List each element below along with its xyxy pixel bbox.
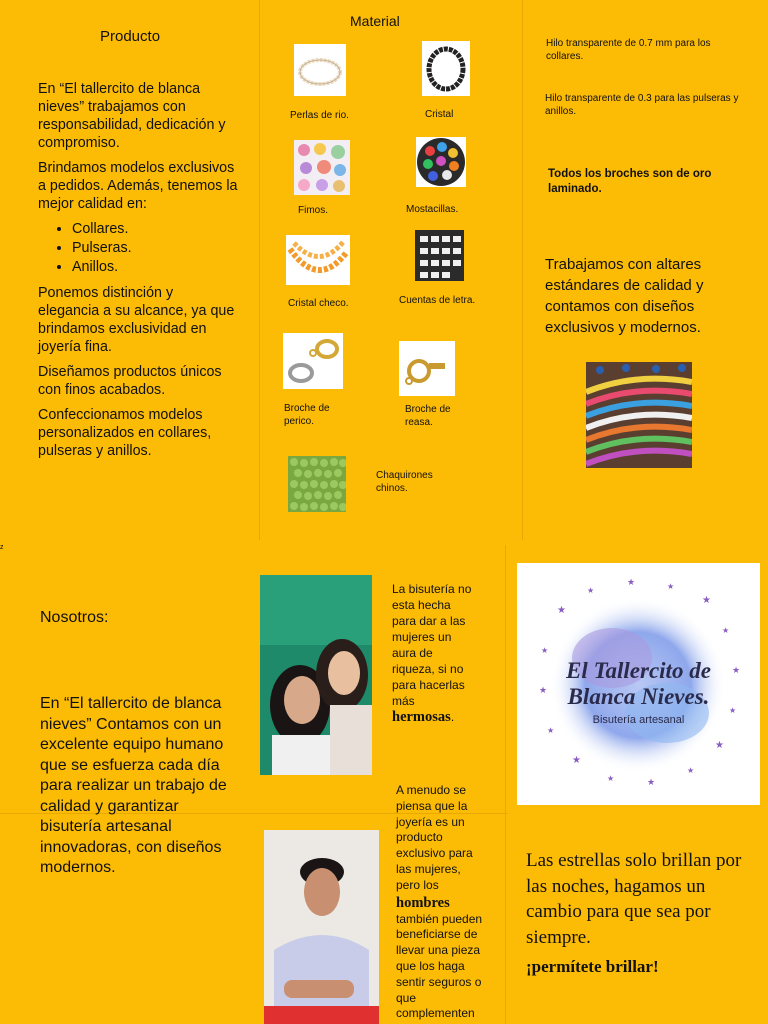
- green-beads-image: [288, 456, 346, 512]
- svg-text:★: ★: [627, 577, 636, 587]
- svg-text:★: ★: [547, 726, 555, 735]
- czech-crystal-image: [286, 235, 350, 285]
- svg-text:★: ★: [541, 646, 549, 655]
- material-label: Cristal: [425, 109, 454, 120]
- bracelets-photo: [586, 362, 692, 468]
- material-label: Cristal checo.: [288, 298, 349, 309]
- hilo-collares: Hilo transparente de 0.7 mm para los collares.: [546, 38, 711, 62]
- nosotros-body: En “El tallercito de blanca nieves” Contamos con un excelente equipo humano que se esfuerza cada día para realizar un trabajo de calidad y garantizar bisutería artesanal innovadoras, con diseños modernos.: [40, 695, 227, 876]
- producto-disenos: Diseñamos productos únicos con finos acabados.: [38, 364, 222, 398]
- bisuteria-highlight: hermosas: [392, 709, 451, 725]
- hombres-body-2: también pueden beneficiarse de llevar una pieza que los haga sentir seguros o que complementen: [396, 911, 483, 1021]
- ring-clasp-image: [399, 341, 455, 396]
- pearl-necklace-image: [294, 44, 346, 96]
- hombres-body: A menudo se piensa que la joyería es un producto exclusivo para las mujeres, pero los: [396, 783, 473, 892]
- material-label: Chaquirones chinos.: [376, 470, 433, 494]
- svg-text:★: ★: [715, 740, 724, 751]
- svg-text:★: ★: [607, 774, 615, 783]
- svg-text:★: ★: [539, 685, 548, 695]
- material-label: Perlas de rio.: [290, 110, 349, 121]
- svg-text:★: ★: [572, 755, 581, 766]
- bisuteria-body: La bisutería no esta hecha para dar a las mujeres un aura de riqueza, si no para hacerlas más: [392, 582, 472, 708]
- producto-column: [38, 80, 238, 467]
- producto-list: [38, 220, 238, 277]
- svg-text:★: ★: [729, 706, 737, 715]
- hombres-text: [396, 783, 488, 1022]
- lobster-clasp-image: [283, 333, 343, 389]
- bisuteria-end: .: [450, 710, 455, 724]
- svg-text:★: ★: [687, 766, 695, 775]
- letter-beads-image: [415, 230, 464, 281]
- list-item: • Pulseras.: [72, 239, 238, 258]
- material-label: Broche de perico.: [284, 403, 330, 427]
- material-label: Cuentas de letra.: [399, 295, 476, 306]
- logo-title-line1: El Tallercito de: [566, 658, 711, 683]
- logo-subtitle: Bisutería artesanal: [592, 714, 685, 726]
- svg-text:★: ★: [647, 777, 656, 787]
- producto-modelos: Brindamos modelos exclusivos a pedidos. Además, tenemos la mejor calidad en:: [38, 160, 238, 212]
- logo-title-line2: Blanca Nieves.: [567, 684, 710, 709]
- team-women-photo: [260, 575, 372, 775]
- bisuteria-text: [392, 581, 476, 725]
- material-label: Broche de reasa.: [405, 404, 451, 428]
- producto-personalizados: Confeccionamos modelos personalizados en collares, pulseras y anillos.: [38, 407, 212, 459]
- svg-text:★: ★: [722, 626, 730, 635]
- producto-intro: En “El tallercito de blanca nieves” trabajamos con responsabilidad, dedicación y compromiso.: [38, 81, 226, 151]
- material-label: Mostacillas.: [406, 204, 459, 215]
- team-man-photo: [264, 830, 379, 1024]
- nosotros-heading: Nosotros:: [40, 609, 109, 626]
- list-item: • Anillos.: [72, 258, 238, 277]
- closing-quote: Las estrellas solo brillan por las noches, hagamos un cambio para que sea por siempre.: [526, 850, 742, 948]
- svg-text:★: ★: [667, 582, 675, 591]
- hombres-highlight: hombres: [396, 894, 450, 911]
- logo-card: [517, 563, 760, 805]
- stray-mark: z: [0, 544, 4, 551]
- closing-cta: ¡permítete brillar!: [526, 957, 659, 976]
- svg-text:★: ★: [587, 586, 595, 595]
- crystal-necklace-image: [422, 41, 470, 96]
- svg-text:★: ★: [557, 605, 566, 616]
- svg-text:★: ★: [702, 595, 711, 606]
- broches-note: Todos los broches son de oro laminado.: [548, 168, 712, 195]
- altares-text: Trabajamos con altares estándares de calidad y contamos con diseños exclusivos y modernos.: [545, 256, 704, 336]
- seed-beads-image: [416, 137, 466, 187]
- fimo-beads-image: [294, 140, 350, 195]
- hilo-pulseras: Hilo transparente de 0.3 para las pulseras y anillos.: [545, 93, 739, 117]
- producto-distincion: Ponemos distinción y elegancia a su alcance, ya que brindamos exclusividad en joyería fina.: [38, 285, 235, 355]
- svg-text:★: ★: [732, 665, 741, 675]
- list-item: • Collares.: [72, 220, 238, 239]
- producto-heading: Producto: [100, 28, 161, 45]
- material-heading: Material: [350, 13, 400, 29]
- material-label: Fimos.: [298, 205, 328, 216]
